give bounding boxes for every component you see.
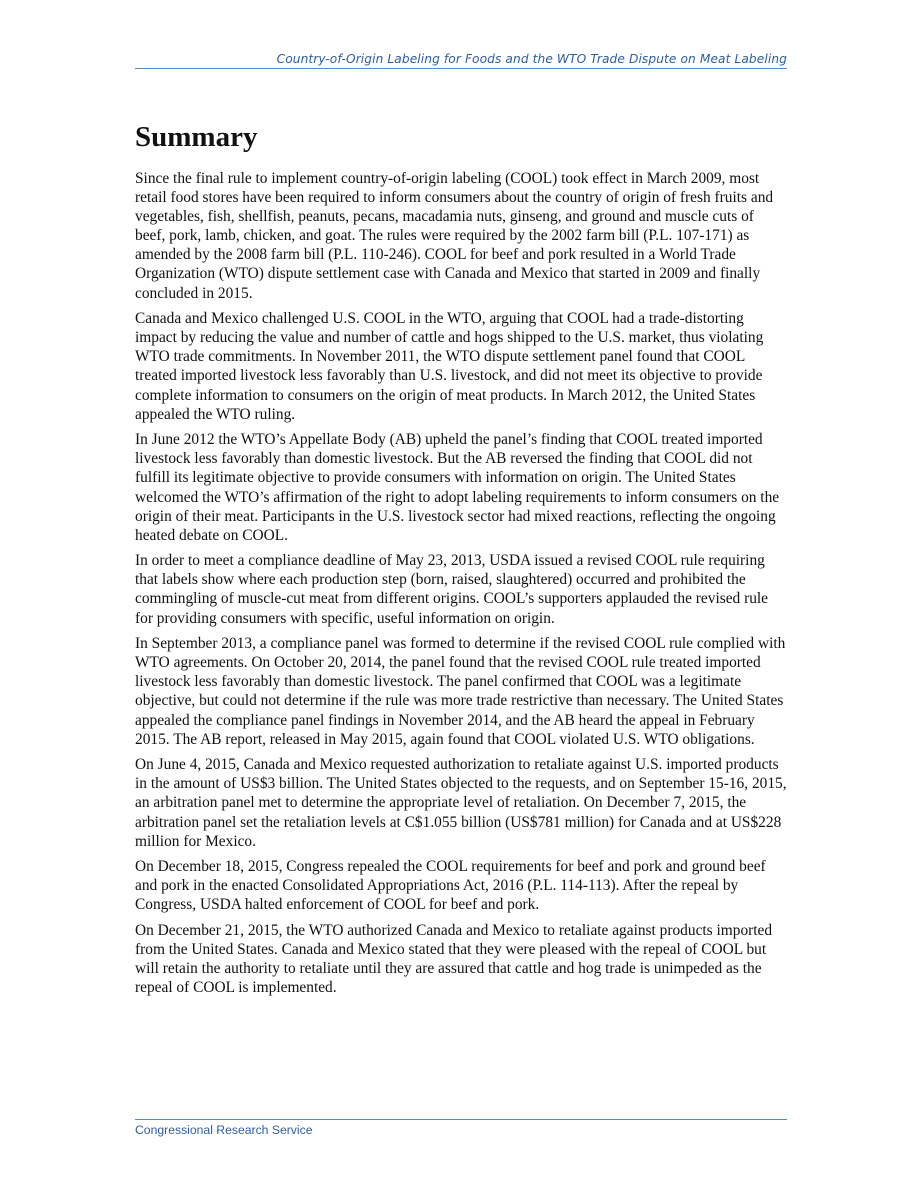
paragraph-2: Canada and Mexico challenged U.S. COOL in the WTO, arguing that COOL had a trade-distorting impact by reducing the value and number of cattle and hogs shipped to the U.S. market, thus violating WTO trade commitments. In November 2011, the WTO dispute settlement panel found that COOL treated imported livestock less favorably than U.S. livestock, and did not meet its objective to provide complete information to consumers on the origin of meat products. In March 2012, the United States appealed the WTO ruling. <box>135 310 764 423</box>
footer-divider <box>135 1119 787 1120</box>
section-title: Summary <box>135 121 258 153</box>
running-header-title: Country-of-Origin Labeling for Foods and the WTO Trade Dispute on Meat Labeling <box>276 52 787 66</box>
summary-body <box>135 169 787 1004</box>
paragraph-8: On December 21, 2015, the WTO authorized Canada and Mexico to retaliate against products imported from the United States. Canada and Mexico stated that they were pleased with the repeal of COOL but will retain the authority to retaliate until they are assured that cattle and hog trade is unimpeded as the repeal of COOL is implemented. <box>135 921 773 997</box>
paragraph-5: In September 2013, a compliance panel was formed to determine if the revised COOL rule complied with WTO agreements. On October 20, 2014, the panel found that the revised COOL rule treated imported livestock less favorably than domestic livestock. The panel confirmed that COOL was a legitimate objective, but could not determine if the rule was more trade restrictive than necessary. The United States appealed the compliance panel findings in November 2014, and the AB heard the appeal in February 2015. The AB report, released in May 2015, again found that COOL violated U.S. WTO obligations. <box>135 635 786 748</box>
footer-organization: Congressional Research Service <box>135 1123 313 1137</box>
header-divider <box>135 68 787 69</box>
paragraph-6: On June 4, 2015, Canada and Mexico requested authorization to retaliate against U.S. imported products in the amount of US$3 billion. The United States objected to the requests, and on September 15-16, 2015, an arbitration panel met to determine the appropriate level of retaliation. On December 7, 2015, the arbitration panel set the retaliation levels at C$1.055 billion (US$781 million) for Canada and at US$228 million for Mexico. <box>135 756 787 850</box>
paragraph-7: On December 18, 2015, Congress repealed the COOL requirements for beef and pork and ground beef and pork in the enacted Consolidated Appropriations Act, 2016 (P.L. 114-113). After the repeal by Congress, USDA halted enforcement of COOL for beef and pork. <box>135 858 766 914</box>
paragraph-4: In order to meet a compliance deadline of May 23, 2013, USDA issued a revised COOL rule requiring that labels show where each production step (born, raised, slaughtered) occurred and prohibited the commingling of muscle-cut meat from different origins. COOL’s supporters applauded the revised rule for providing consumers with specific, useful information on origin. <box>135 552 769 627</box>
paragraph-1: Since the final rule to implement country-of-origin labeling (COOL) took effect in March 2009, most retail food stores have been required to inform consumers about the country of origin of fresh fruits and vegetables, fish, shellfish, peanuts, pecans, macadamia nuts, ginseng, and ground and muscle cuts of beef, pork, lamb, chicken, and goat. The rules were required by the 2002 farm bill (P.L. 107-171) as amended by the 2008 farm bill (P.L. 110-246). COOL for beef and pork resulted in a World Trade Organization (WTO) dispute settlement case with Canada and Mexico that started in 2009 and finally concluded in 2015. <box>135 170 774 302</box>
paragraph-3: In June 2012 the WTO’s Appellate Body (AB) upheld the panel’s finding that COOL treated imported livestock less favorably than domestic livestock. But the AB reversed the finding that COOL did not fulfill its legitimate objective to provide consumers with information on origin. The United States welcomed the WTO’s affirmation of the right to adopt labeling requirements to inform consumers on the origin of their meat. Participants in the U.S. livestock sector had mixed reactions, reflecting the ongoing heated debate on COOL. <box>135 431 780 544</box>
